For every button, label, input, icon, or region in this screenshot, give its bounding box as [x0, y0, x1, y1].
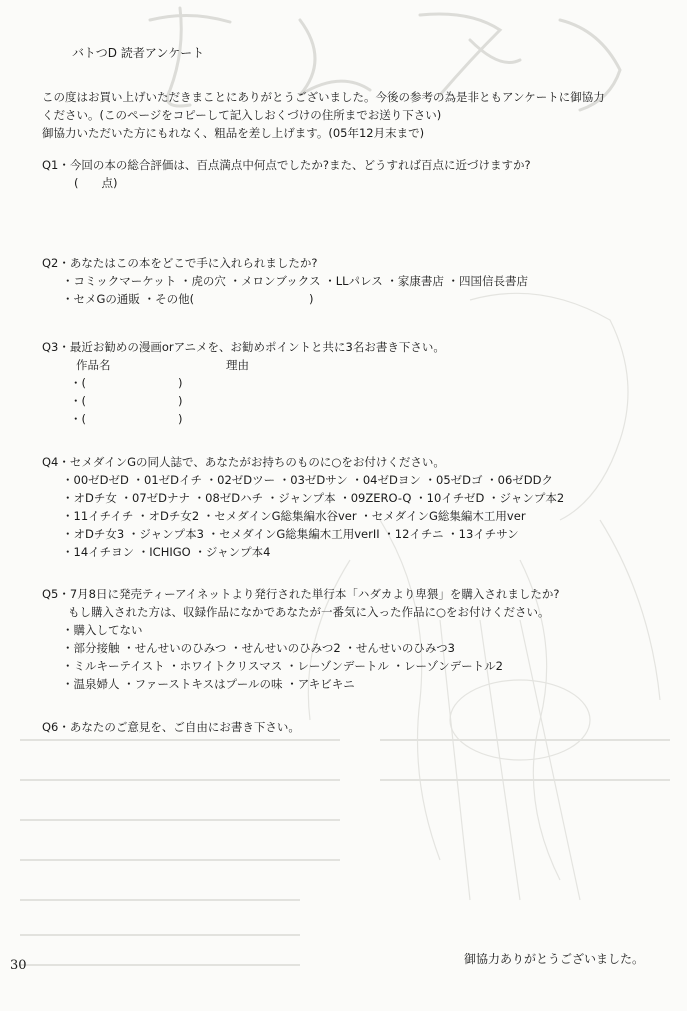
closing-thanks: 御協力ありがとうございました。 [464, 952, 645, 966]
q3-question: Q3・最近お勧めの漫画orアニメを、お勧めポイントと共に3名お書き下さい。 [42, 340, 445, 354]
q2-options-2: ・セメGの通販 ・その他( ) [62, 292, 314, 306]
q3-row-3: ・( ) [70, 412, 183, 426]
q6-question: Q6・あなたのご意見を、ご自由にお書き下さい。 [42, 720, 300, 734]
q5-subtext: もし購入された方は、収録作品になかであなたが一番気に入った作品に○をお付けください。 [68, 605, 550, 619]
survey-title: バトつD 読者アンケート [72, 46, 205, 60]
q2-options-1: ・コミックマーケット ・虎の穴 ・メロンブックス ・LLパレス ・家康書店 ・四国信長書店 [62, 274, 529, 288]
q5-question: Q5・7月8日に発売ティーアイネットより発行された単行本「ハダカより卑猥」を購入されましたか? [42, 587, 560, 601]
q2-question: Q2・あなたはこの本をどこで手に入れられましたか? [42, 256, 318, 270]
q4-options-2: ・オDチ女 ・07ゼDナナ ・08ゼDハチ ・ジャンプ本 ・09ZERO-Q ・10イチゼD ・ジャンプ本2 [62, 491, 565, 505]
page-number: 30 [10, 958, 27, 973]
q4-options-1: ・00ゼDゼD ・01ゼDイチ ・02ゼDツー ・03ゼDサン ・04ゼDヨン ・05ゼDゴ ・06ゼDDク [62, 473, 553, 487]
q5-options-3: ・ミルキーテイスト ・ホワイトクリスマス ・レーゾンデートル ・レーゾンデートル2 [62, 659, 503, 673]
intro-line-2: ください。(このページをコピーして記入しおくづけの住所までお送り下さい) [42, 108, 442, 122]
q4-question: Q4・セメダインGの同人誌で、あなたがお持ちのものに○をお付けください。 [42, 455, 445, 469]
intro-line-1: この度はお買い上げいただきまことにありがとうございました。今後の参考の為是非ともアンケートに御協力 [42, 90, 605, 104]
q4-options-5: ・14イチヨン ・ICHIGO ・ジャンプ本4 [62, 545, 271, 559]
q5-options-1: ・購入してない [62, 623, 143, 637]
q5-options-4: ・温泉婦人 ・ファーストキスはプールの味 ・アキビキニ [62, 677, 355, 691]
q3-row-2: ・( ) [70, 394, 183, 408]
q4-options-4: ・オDチ女3 ・ジャンプ本3 ・セメダインG総集編木工用verII ・12イチニ ・13イチサン [62, 527, 519, 541]
q1-question: Q1・今回の本の総合評価は、百点満点中何点でしたか?また、どうすれば百点に近づけますか? [42, 158, 531, 172]
q3-header-title: 作品名 [76, 358, 111, 372]
q3-row-1: ・( ) [70, 376, 183, 390]
q4-options-3: ・11イチイチ ・オDチ女2 ・セメダインG総集編水谷ver ・セメダインG総集編木工用ver [62, 509, 526, 523]
q3-header-reason: 理由 [226, 358, 249, 372]
intro-line-3: 御協力いただいた方にもれなく、粗品を差し上げます。(05年12月末まで) [42, 126, 425, 140]
q1-answer-field: ( 点) [74, 176, 118, 190]
q5-options-2: ・部分接触 ・せんせいのひみつ ・せんせいのひみつ2 ・せんせいのひみつ3 [62, 641, 455, 655]
